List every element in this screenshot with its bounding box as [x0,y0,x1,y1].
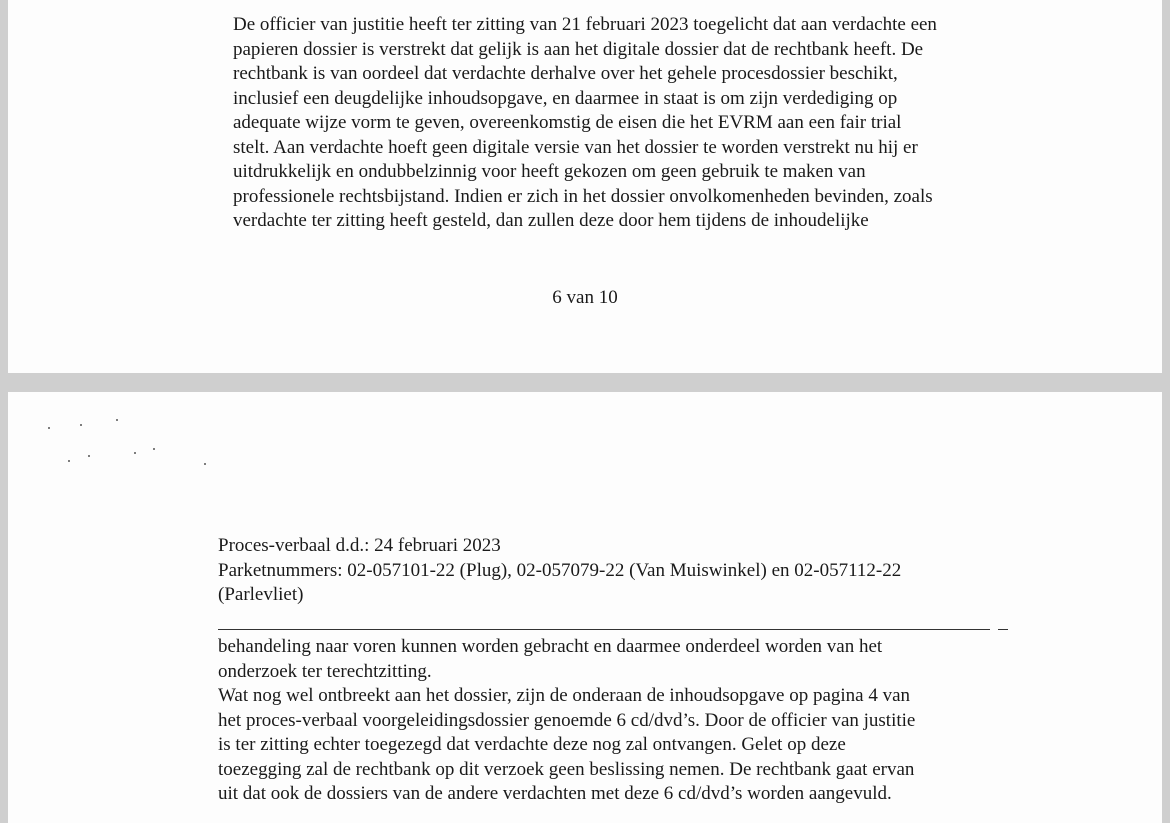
text-line: het proces-verbaal voorgeleidingsdossier genoemde 6 cd/dvd’s. Door de officier van justitie [218,709,916,731]
text-line: papieren dossier is verstrekt dat gelijk is aan het digitale dossier dat de rechtbank heeft. De [233,38,924,60]
text-line: inclusief een deugdelijke inhoudsopgave, en daarmee in staat is om zijn verdediging op [233,87,898,109]
text-line: Wat nog wel ontbreekt aan het dossier, zijn de onderaan de inhoudsopgave op pagina 4 van [218,685,911,706]
page-number: 6 van 10 [552,287,618,308]
body-paragraph [233,13,937,234]
text-line: rechtbank is van oordeel dat verdachte derhalve over het gehele procesdossier beschikt, [233,63,898,84]
header-line: (Parlevliet) [218,584,304,605]
scan-speck [80,424,82,426]
header-divider [218,629,990,630]
text-line: behandeling naar voren kunnen worden gebracht en daarmee onderdeel worden van het [218,636,883,657]
header-line: Proces-verbaal d.d.: 24 februari 2023 [218,535,501,556]
header-divider [998,629,1008,630]
scan-speck [88,455,90,457]
text-line: adequate wijze vorm te geven, overeenkomstig de eisen die het EVRM aan een fair trial [233,112,902,133]
text-line: uitdrukkelijk en ondubbelzinnig voor heeft gekozen om geen gebruik te maken van [233,161,866,182]
scan-speck [153,448,155,450]
text-line: onderzoek ter terechtzitting. [218,660,432,682]
scan-speck [68,460,70,462]
text-line: uit dat ook de dossiers van de andere verdachten met deze 6 cd/dvd’s worden aangevuld. [218,783,892,804]
document-header [218,534,901,608]
document-page-bottom [8,392,1162,823]
scan-speck [116,419,118,421]
text-line: toezegging zal de rechtbank op dit verzoek geen beslissing nemen. De rechtbank gaat ervan [218,758,915,780]
text-line: stelt. Aan verdachte hoeft geen digitale versie van het dossier te worden verstrekt nu hij er [233,136,918,158]
scan-speck [48,427,50,429]
scan-speck [134,452,136,454]
body-paragraph [218,635,915,807]
text-line: is ter zitting echter toegezegd dat verdachte deze nog zal ontvangen. Gelet op deze [218,734,846,755]
text-line: professionele rechtsbijstand. Indien er zich in het dossier onvolkomenheden bevinden, zoals [233,185,933,207]
text-line: De officier van justitie heeft ter zitting van 21 februari 2023 toegelicht dat aan verdachte een [233,14,937,35]
header-line: Parketnummers: 02-057101-22 (Plug), 02-057079-22 (Van Muiswinkel) en 02-057112-22 [218,559,902,581]
document-page-top [8,0,1162,373]
text-line: verdachte ter zitting heeft gesteld, dan zullen deze door hem tijdens de inhoudelijke [233,210,869,231]
scan-speck [204,463,206,465]
